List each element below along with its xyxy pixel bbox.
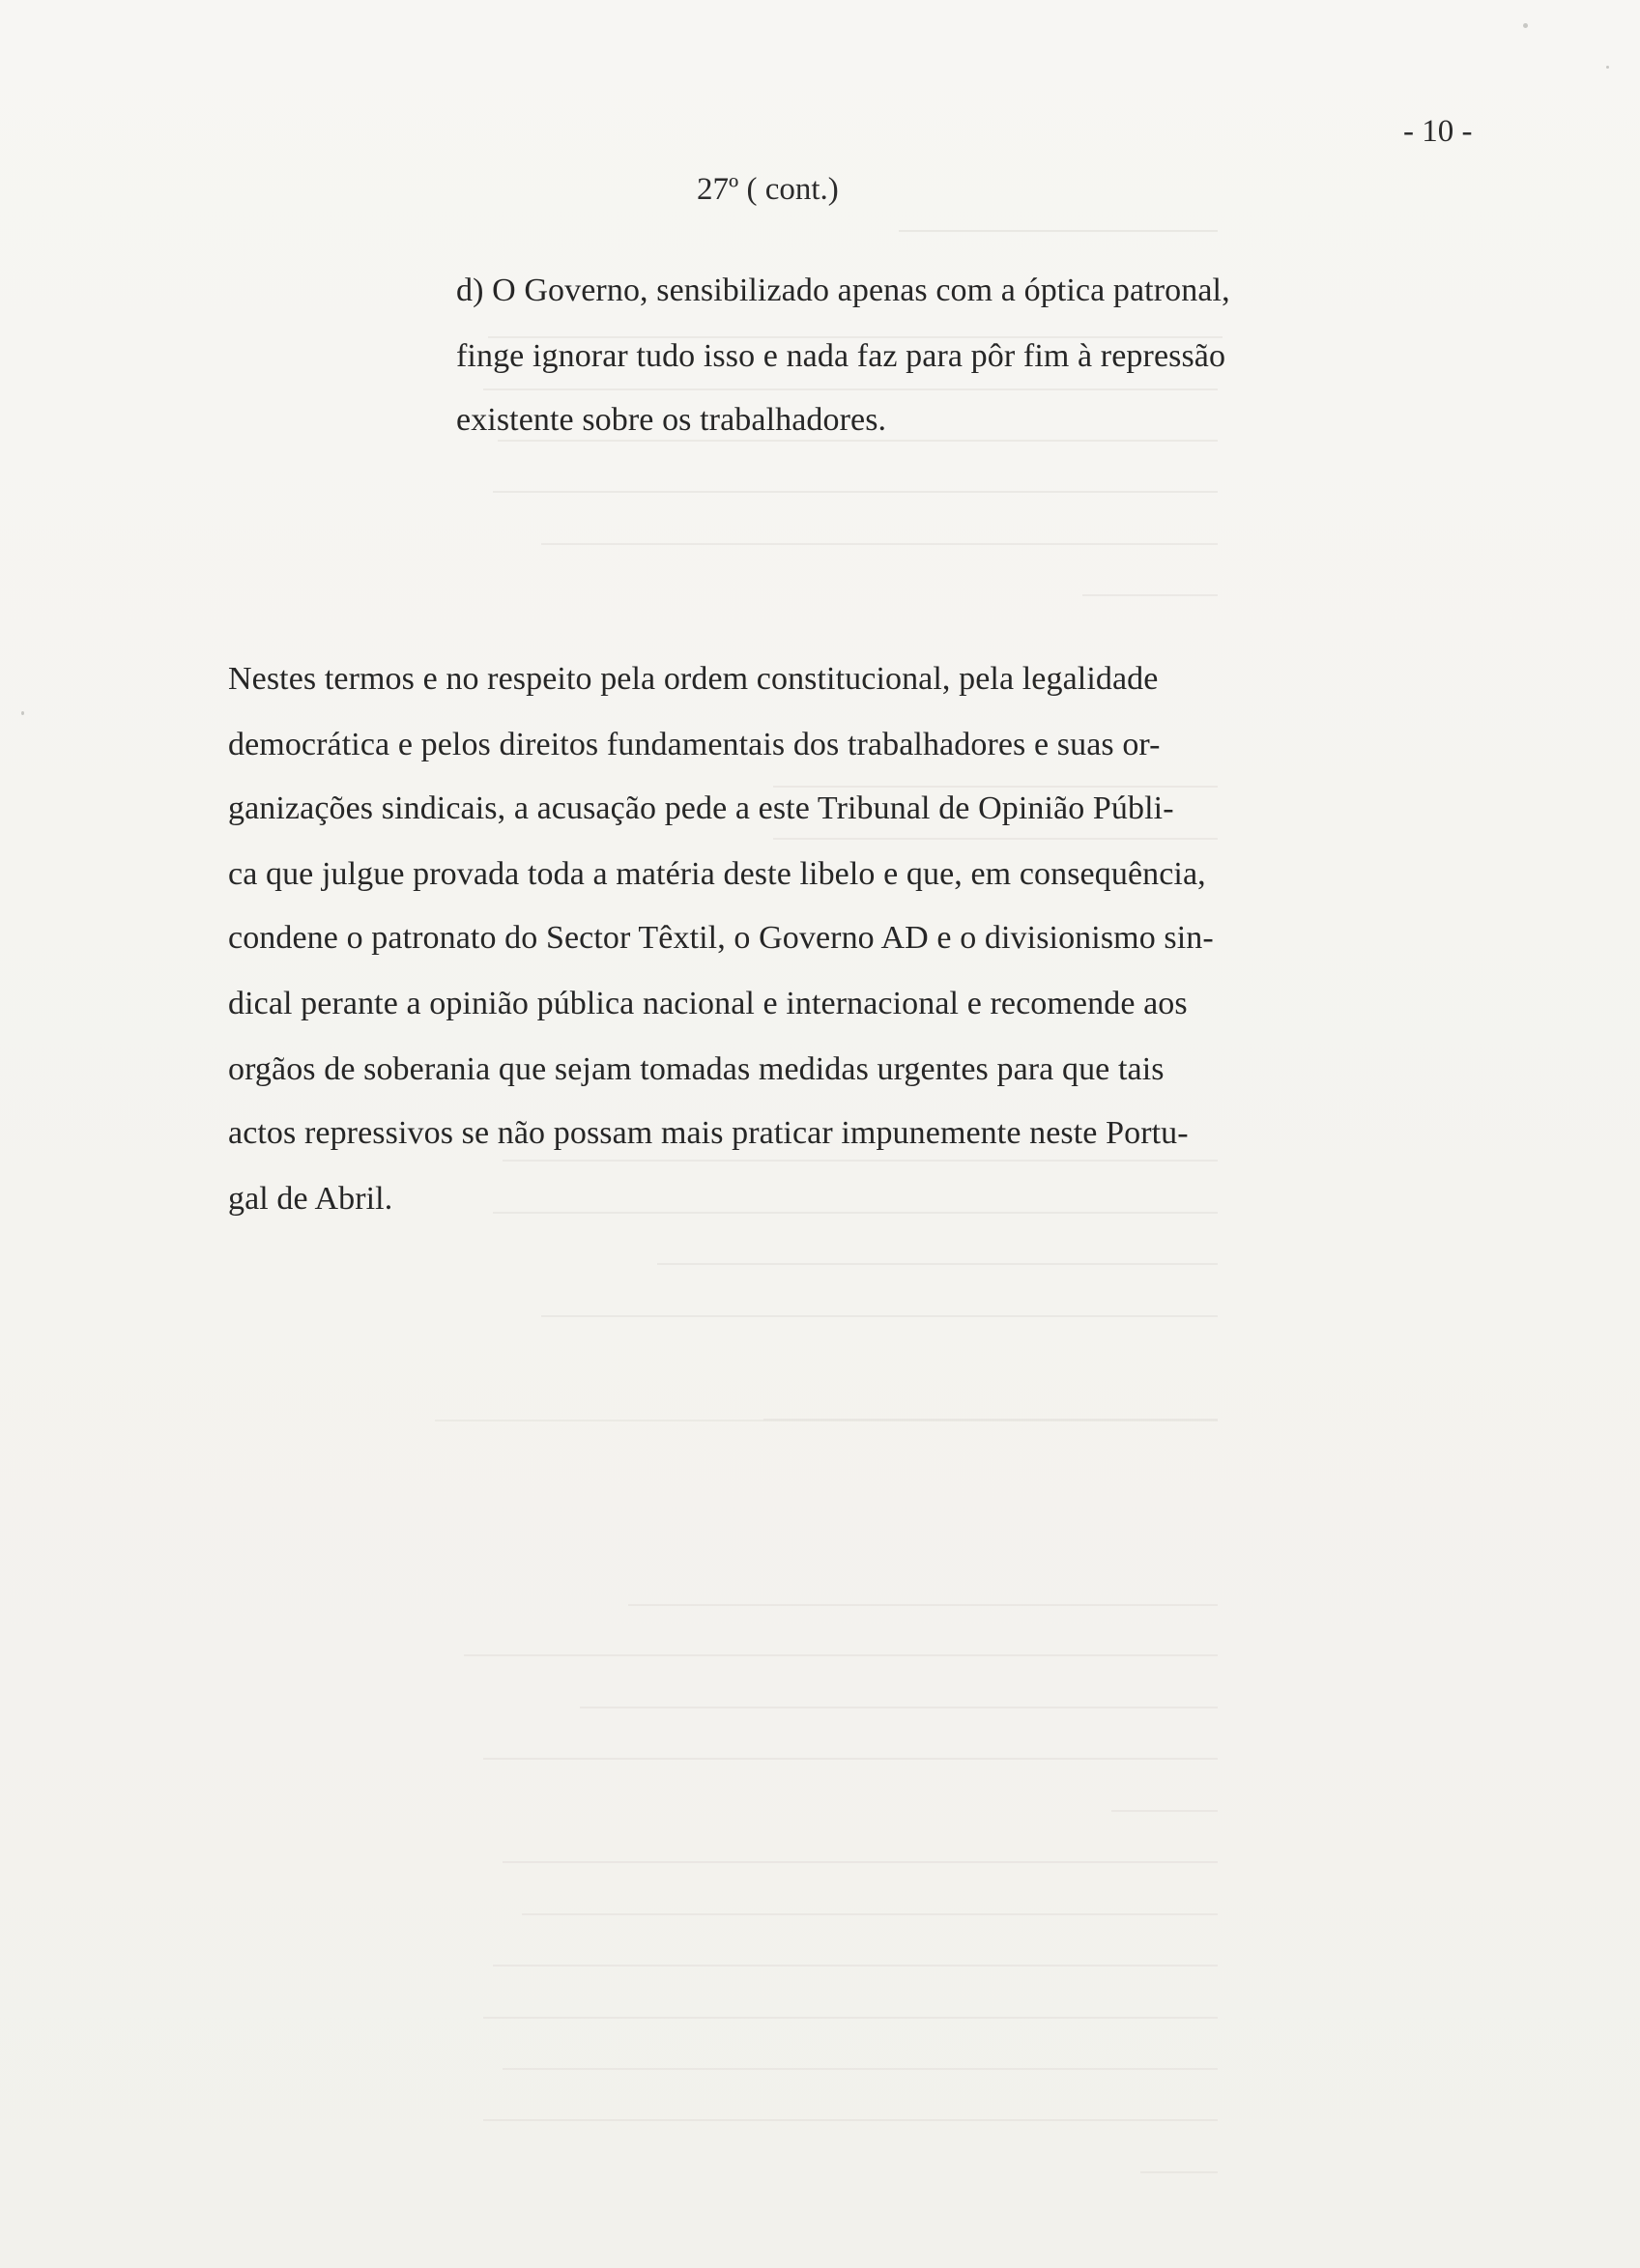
page-number: - 10 - [1403,114,1473,149]
conclusion-line: gal de Abril. [228,1181,393,1217]
section-heading: 27º ( cont.) [697,172,839,207]
conclusion-line: democrática e pelos direitos fundamentais dos trabalhadores e suas or- [228,727,1161,762]
item-d-line: existente sobre os trabalhadores. [456,402,887,438]
scan-speck [1523,23,1528,28]
conclusion-line: dical perante a opinião pública nacional e internacional e recomende aos [228,986,1188,1021]
conclusion-line: ca que julgue provada toda a matéria deste libelo e que, em consequência, [228,856,1206,892]
item-d-line: d) O Governo, sensibilizado apenas com a óptica patronal, [456,273,1230,308]
conclusion-line: condene o patronato do Sector Têxtil, o Governo AD e o divisionismo sin- [228,920,1214,956]
conclusion-line: orgãos de soberania que sejam tomadas medidas urgentes para que tais [228,1051,1165,1087]
scan-speck [21,711,24,715]
conclusion-line: ganizações sindicais, a acusação pede a este Tribunal de Opinião Públi- [228,790,1174,826]
scan-speck [1606,66,1609,69]
conclusion-line: actos repressivos se não possam mais praticar impunemente neste Portu- [228,1115,1189,1151]
item-d-line: finge ignorar tudo isso e nada faz para pôr fim à repressão [456,338,1226,374]
conclusion-line: Nestes termos e no respeito pela ordem constitucional, pela legalidade [228,661,1159,697]
